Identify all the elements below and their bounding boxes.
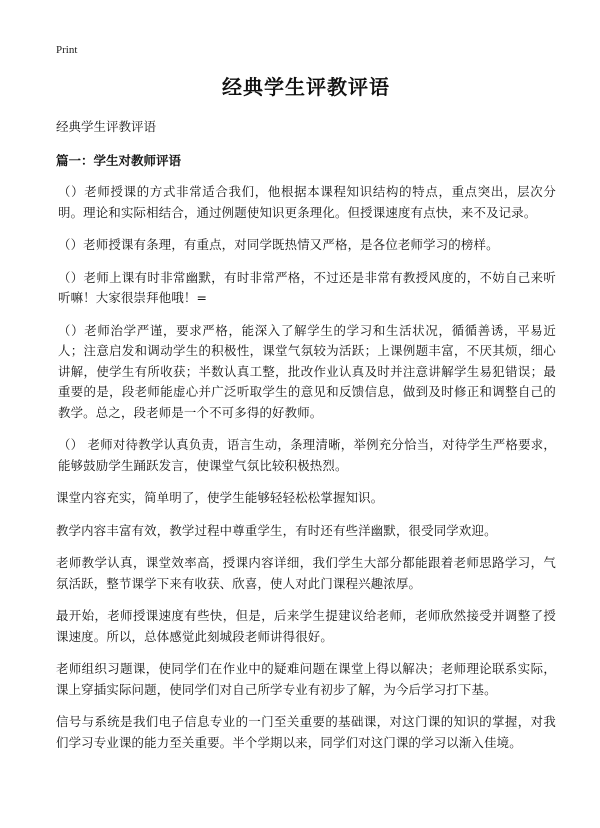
paragraph-6: 课堂内容充实，简单明了，使学生能够轻轻松松掌握知识。 xyxy=(56,490,384,505)
paragraph-4: （）老师治学严谨，要求严格，能深入了解学生的学习和生活状况，循循善诱，平易近人；注意启发和调动学生的积极性，课堂气氛较为活跃；上课例题丰富，不厌其烦，细心讲解，使学生有所收获；半数认真工整，批改作业认真及时并注意讲解学生易犯错误；最重要的是，段老师能虚心并广泛听取学生的意见和反馈信息，做到及时修正和调整自己的教学。总之，段老师是一个不可多得的好教师。 xyxy=(58,322,556,420)
paragraph-7: 教学内容丰富有效，教学过程中尊重学生，有时还有些洋幽默，很受同学欢迎。 xyxy=(56,522,497,538)
section-heading: 篇一：学生对教师评语 xyxy=(56,153,182,168)
paragraph-2: （）老师授课有条理，有重点，对同学既热情又严格，是各位老师学习的榜样。 xyxy=(58,237,499,252)
paragraph-11: 信号与系统是我们电子信息专业的一门至关重要的基础课，对这门课的知识的掌握，对我们学习专业课的能力至关重要。半个学期以来，同学们对这门课的学习以渐入佳境。 xyxy=(56,714,556,750)
paragraph-8: 老师教学认真，课堂效率高，授课内容详细，我们学生大部分都能跟着老师思路学习，气氛活跃，整节课学下来有收获、欣喜，使人对此门课程兴趣浓厚。 xyxy=(56,555,556,591)
paragraph-10: 老师组织习题课，使同学们在作业中的疑难问题在课堂上得以解决；老师理论联系实际，课上穿插实际问题，使同学们对自己所学专业有初步了解，为今后学习打下基。 xyxy=(56,661,556,697)
document-subtitle: 经典学生评教评语 xyxy=(56,119,157,134)
paragraph-1: （）老师授课的方式非常适合我们，他根据本课程知识结构的特点，重点突出，层次分明。理论和实际相结合，通过例题使知识更条理化。但授课速度有点快，来不及记录。 xyxy=(58,184,556,220)
paragraph-5: （） 老师对待教学认真负责，语言生动，条理清晰，举例充分恰当，对待学生严格要求，能够鼓励学生踊跃发言，使课堂气氛比较积极热烈。 xyxy=(58,437,556,473)
document-title: 经典学生评教评语 xyxy=(222,75,390,99)
paragraph-3: （）老师上课有时非常幽默，有时非常严格，不过还是非常有教授风度的，不妨自己来听听嘛！大家很崇拜他哦！= xyxy=(58,269,556,305)
paragraph-9: 最开始，老师授课速度有些快，但是，后来学生提建议给老师，老师欣然接受并调整了授课速度。所以，总体感觉此刻城段老师讲得很好。 xyxy=(56,608,556,644)
print-label[interactable]: Print xyxy=(56,44,78,56)
